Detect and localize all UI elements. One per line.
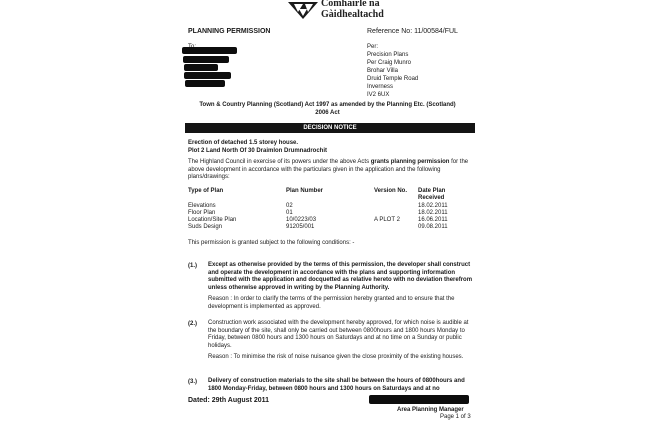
condition-number: (3.) (188, 379, 197, 385)
dated-line: Dated: 29th August 2011 (188, 397, 270, 404)
table-cell: 10/0223/03 (286, 217, 317, 223)
org-name-line1: Comhairle na (321, 0, 380, 9)
org-name-line2: Gàidhealtachd (321, 9, 384, 20)
condition-number: (2.) (188, 321, 197, 327)
redacted-address-line (184, 64, 218, 71)
redacted-signature (369, 395, 469, 404)
act-title-line1: Town & Country Planning (Scotland) Act 1997 as amended by the Planning Etc. (Scotland) (199, 102, 456, 108)
agent-line: Per Craig Munro (367, 60, 412, 66)
conditions-intro: This permission is granted subject to the following conditions: - (188, 240, 355, 246)
table-cell: 01 (286, 210, 293, 216)
plans-header-row (188, 188, 478, 195)
table-row (188, 203, 478, 210)
redacted-address-line (184, 72, 231, 79)
plans-header-cell: Version No. (374, 188, 408, 194)
decision-notice-banner: DECISION NOTICE (185, 123, 475, 133)
condition-text: Delivery of construction materials to the site shall be between the hours of 0800hours and 1800 Monday-Friday, between 0800 hours and 1300 hours on Saturdays and at no (208, 378, 465, 392)
plans-header-row-2 (188, 195, 478, 202)
document-heading: PLANNING PERMISSION (188, 28, 271, 35)
table-cell: Elevations (188, 203, 216, 209)
redacted-address-line (185, 80, 225, 87)
intro-text-rest: for the above development in accordance with the particulars given in the application and the following plans/drawings: (188, 159, 469, 181)
condition-text: Except as otherwise provided by the terms of this permission, the developer shall construct and operate the development in accordance with the plans and supporting information submitted with the application and docquetted as relative hereto with no deviation therefrom unless otherwise approved in writing by the Planning Authority. (208, 262, 473, 291)
table-cell: 09.08.2011 (418, 224, 448, 230)
table-cell: Location/Site Plan (188, 217, 237, 223)
redacted-address-line (182, 47, 237, 54)
table-cell: 18.02.2011 (418, 203, 448, 209)
condition-number: (1.) (188, 263, 197, 269)
council-logo (286, 0, 320, 20)
redacted-address-line (183, 56, 229, 63)
table-cell: A PLOT 2 (374, 217, 400, 223)
table-cell: 16.06.2011 (418, 217, 448, 223)
agent-line: Druid Temple Road (367, 76, 419, 82)
condition-reason: Reason : To minimise the risk of noise nuisance given the close proximity of the existing houses. (208, 354, 464, 360)
table-cell: Suds Design (188, 224, 223, 230)
plans-header-cell: Received (418, 195, 445, 201)
agent-line: Inverness (367, 84, 394, 90)
plans-header-cell: Plan Number (286, 188, 324, 194)
table-cell: 91205/001 (286, 224, 315, 230)
table-row (188, 210, 478, 217)
table-cell: 02 (286, 203, 293, 209)
condition-text: Construction work associated with the development hereby approved, for which noise is audible at the boundary of the site, shall only be carried out between 0800hours and 1800 hours Monday to Friday, between 0800 hours and 1300 hours on Saturdays and at no time on a Sunday or public holidays. (208, 320, 469, 349)
act-title-line2: 2006 Act (315, 110, 340, 116)
signatory-title: Area Planning Manager (397, 407, 464, 413)
proposal-line1: Erection of detached 1.5 storey house. (188, 140, 299, 146)
intro-grant-text: grants planning permission (370, 159, 450, 165)
page-number: Page 1 of 3 (440, 414, 471, 420)
per-label: Per: (367, 44, 379, 50)
table-cell: Floor Plan (188, 210, 216, 216)
reference-number: Reference No: 11/00584/FUL (367, 28, 458, 35)
intro-text: The Highland Council in exercise of its powers under the above Acts (188, 159, 371, 165)
agent-line: Precision Plans (367, 52, 409, 58)
plans-header-cell: Date Plan (418, 188, 446, 194)
condition-reason: Reason : In order to clarify the terms of the permission hereby granted and to ensure that the development is implemented as approved. (208, 296, 455, 310)
table-row (188, 217, 478, 224)
plans-header-cell: Type of Plan (188, 188, 224, 194)
table-cell: 18.02.2011 (418, 210, 448, 216)
table-row (188, 224, 478, 231)
agent-line: Brohar Villa (367, 68, 398, 74)
agent-line: IV2 6UX (367, 92, 390, 98)
intro-paragraph (188, 159, 474, 182)
proposal-line2: Plot 2 Land North Of 30 Draimlon Drumnadrochit (188, 148, 328, 154)
